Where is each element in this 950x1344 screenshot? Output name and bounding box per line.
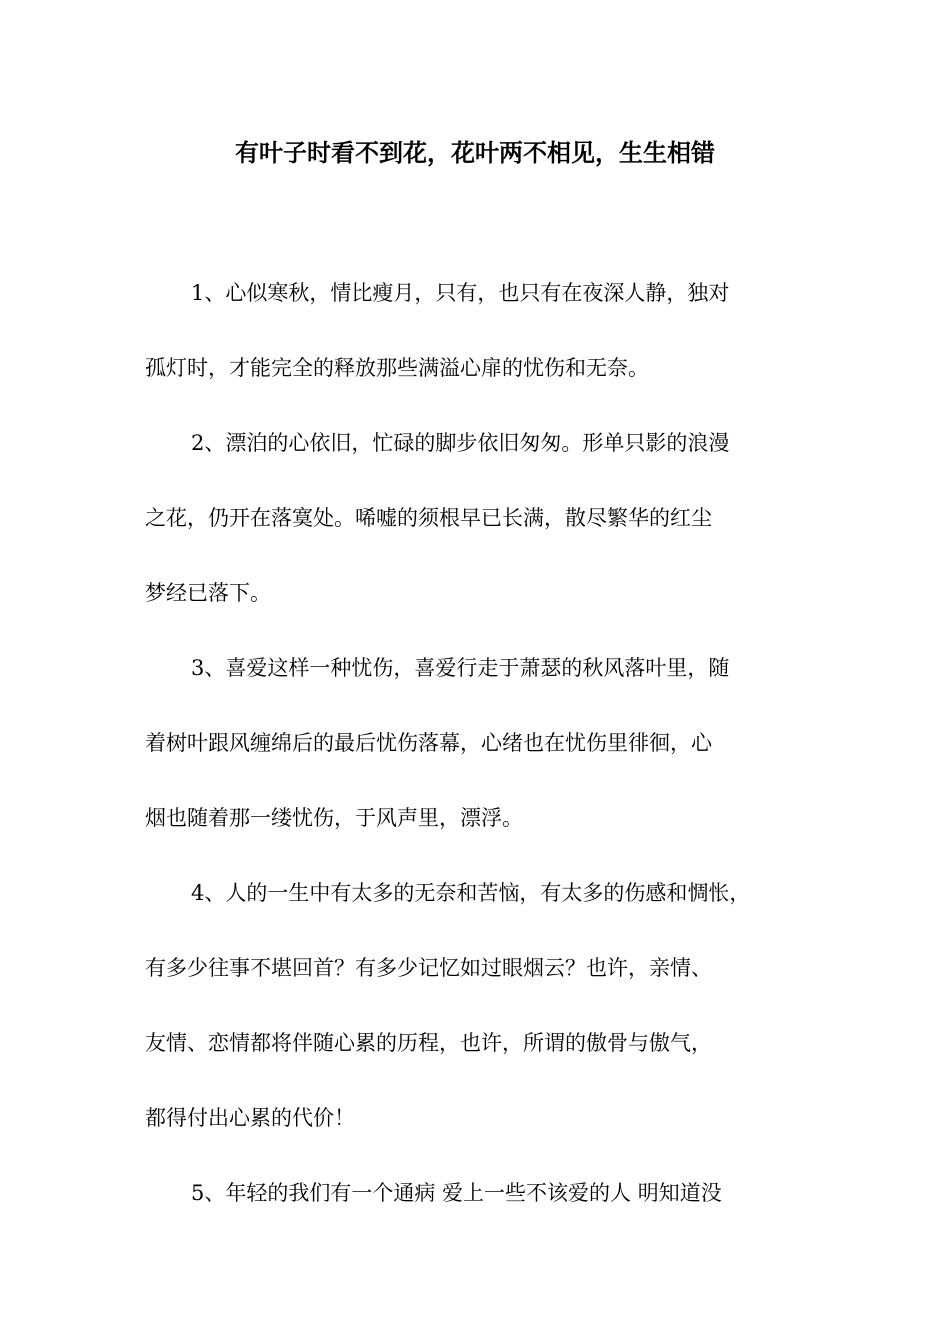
paragraph-line: 都得付出心累的代价！ — [145, 1106, 355, 1130]
paragraph-line: 友情、恋情都将伴随心累的历程，也许，所谓的傲骨与傲气， — [145, 1031, 712, 1055]
paragraph-3 — [145, 631, 825, 856]
paragraph-line: 2、漂泊的心依旧，忙碌的脚步依旧匆匆。形单只影的浪漫 — [191, 431, 730, 455]
paragraph-line: 3、喜爱这样一种忧伤，喜爱行走于萧瑟的秋风落叶里，随 — [191, 656, 730, 680]
paragraph-line: 着树叶跟风缠绵后的最后忧伤落幕，心绪也在忧伤里徘徊，心 — [145, 731, 712, 755]
paragraph-2 — [145, 406, 825, 631]
paragraph-line: 4、人的一生中有太多的无奈和苦恼，有太多的伤感和惆怅， — [191, 881, 751, 905]
paragraph-line: 有多少往事不堪回首？有多少记忆如过眼烟云？也许，亲情、 — [145, 956, 712, 980]
paragraph-line: 梦经已落下。 — [145, 581, 271, 605]
paragraph-line: 烟也随着那一缕忧伤，于风声里，漂浮。 — [145, 806, 523, 830]
paragraph-4 — [145, 856, 825, 1156]
paragraph-line: 1、心似寒秋，情比瘦月，只有，也只有在夜深人静，独对 — [191, 281, 730, 305]
document-title: 有叶子时看不到花，花叶两不相见，生生相错 — [235, 139, 715, 167]
paragraph-line: 5、年轻的我们有一个通病 爱上一些不该爱的人 明知道没 — [191, 1181, 722, 1205]
paragraph-5 — [145, 1156, 825, 1231]
paragraph-line: 之花，仍开在落寞处。唏嘘的须根早已长满，散尽繁华的红尘 — [145, 506, 712, 530]
document-body — [145, 256, 825, 1231]
paragraph-line: 孤灯时，才能完全的释放那些满溢心扉的忧伤和无奈。 — [145, 356, 649, 380]
paragraph-1 — [145, 256, 825, 406]
